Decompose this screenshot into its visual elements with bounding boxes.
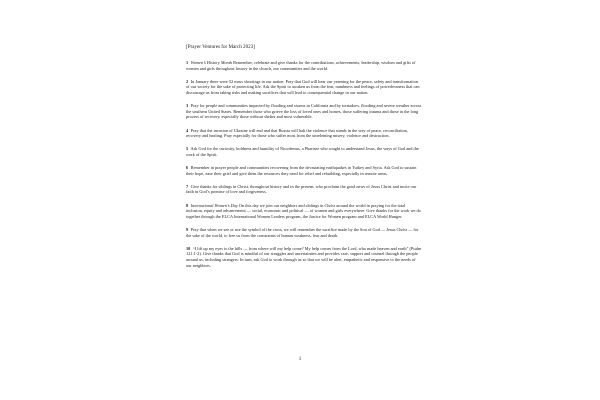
document-body (186, 44, 422, 276)
item-number: 2 (186, 78, 189, 84)
item-text: On this day we join our neighbors and siblings in Christ around the world in praying for the total inclusion, equity and advancement — social, economic and political — of women and girls everywhere. Give thanks for the work we do together through the ELCA International Women Leaders program, the Justice for Women program and ELCA World Hunger. (186, 202, 421, 219)
item-number: 10 (186, 245, 191, 251)
document-header: [Prayer Ventures for March 2023] (186, 44, 255, 50)
page-number: 1 (298, 357, 302, 362)
item-text: In January there were 52 mass shootings in our nation. Pray that God will hear our yearning for the peace, safety and transformation of our society for the sake of protecting life. Ask the Spirit to awaken us from the fear, numbness and feelings of powerlessness that can discourage us from taking risks and making sacrifices that will lead to consequential change in our nation. (186, 78, 420, 95)
item-number: 6 (186, 165, 189, 171)
prayer-item-6 (186, 165, 422, 176)
prayer-item-10 (186, 246, 422, 268)
item-number: 8 (186, 202, 189, 208)
item-number: 1 (186, 60, 189, 65)
item-number: 4 (186, 127, 189, 133)
item-text: Pray for people and communities impacted by flooding and storms in California and by tornadoes, flooding and severe weather across the southern United States. Remember those who grieve the loss of loved ones and homes, those suffering trauma and those in the long process of recovery, especially those without shelter and most vulnerable. (186, 103, 422, 120)
item-text: Remember, celebrate and give thanks for the contributions, achievements, leadership, wisdom and gifts of women and girls throughout history in the church, our communities and the world. (186, 60, 416, 71)
prayer-item-5 (186, 146, 422, 157)
item-number: 9 (186, 227, 189, 233)
prayer-item-8 (186, 203, 422, 220)
item-text: Pray that when we see or use the symbol of the cross, we will remember the sacrifice made by the Son of God — Jesus Christ — for the sake of the world, to free us from the constraints of human weakness, fear and death. (186, 227, 419, 238)
prayer-item-4 (186, 128, 422, 139)
item-emphasis: Women’s History Month (190, 60, 233, 65)
item-number: 7 (186, 183, 189, 189)
prayer-item-3 (186, 103, 422, 120)
item-number: 5 (186, 146, 189, 152)
item-number: 3 (186, 103, 189, 109)
item-text: Pray that the invasion of Ukraine will end and that Russia will halt the violence that stands in the way of peace, reconciliation, recovery and healing. Pray especially for those who suffer most from the unrelenting misery, violence and destruction. (186, 127, 408, 139)
item-text: Remember in prayer people and communities recovering from the devastating earthquakes in Turkey and Syria. Ask God to sustain their hope, ease their grief and give them the resources they need for relief and rebuilding, especially in remote areas. (186, 165, 417, 176)
item-text: Give thanks for siblings in Christ, throughout history and in the present, who proclaim the good news of Jesus Christ and incite our faith in God’s promise of love and forgiveness. (186, 183, 417, 195)
item-text: Ask God for the curiosity, boldness and humility of Nicodemus, a Pharisee who sought to understand Jesus, the ways of God and the work of the Spirit. (186, 146, 419, 157)
prayer-item-9 (186, 227, 422, 238)
item-emphasis: International Women’s Day (190, 202, 238, 208)
prayer-item-7 (186, 184, 422, 195)
prayer-item-2 (186, 79, 422, 96)
item-text: “I lift up my eyes to the hills — from where will my help come? My help comes from the Lord, who made heaven and earth” (Psalm 121:1-2). Give thanks that God is mindful of our struggles and uncertainties and provides care, support and counsel through the people around us, including strangers. In turn, ask God to work through us so that we will be alert, empathetic and responsive to the needs of our neighbors. (186, 245, 422, 268)
prayer-item-1 (186, 60, 422, 71)
